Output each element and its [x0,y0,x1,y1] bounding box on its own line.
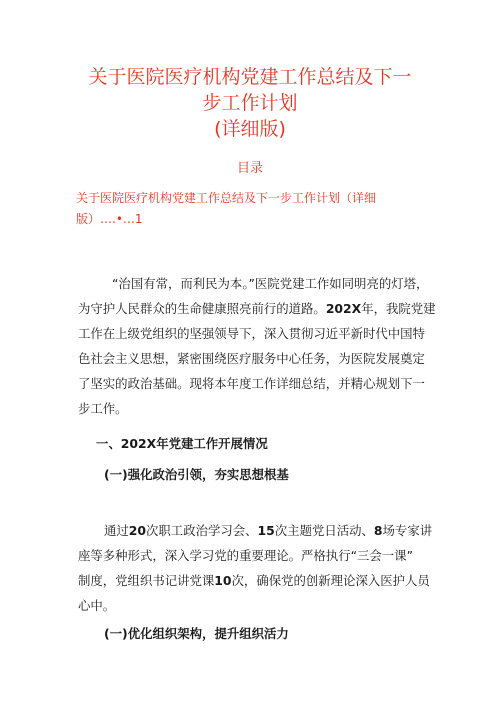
subsection-1-line-4: 心中。 [78,598,116,613]
s1-l1-n3: 8 [373,523,383,538]
subsection-1-heading: (一)强化政治引领，夯实思想根基 [104,467,289,482]
intro-line-1: “治国有常，而利民为本。”医院党建工作如同明亮的灯塔， [112,276,429,291]
toc-entry-line-2[interactable]: 版）….•…1 [76,212,143,226]
s1-l3-a: 制度，党组织书记讲党课 [78,573,215,588]
toc-entry-line-1[interactable]: 关于医院医疗机构党建工作总结及下一步工作计划（详细 [76,191,377,205]
s1-l3-n: 10 [214,573,232,588]
s1-l1-a: 通过 [104,523,129,538]
document-title-line-2: 步工作计划 [202,92,298,114]
subsection-1-line-3 [78,569,438,594]
intro-line-4: 色社会主义思想，紧密围绕医疗服务中心任务，为医院发展奠定 [78,351,425,366]
intro-line-2-tail: 年，我院党建 [361,301,436,316]
intro-year: 202X [325,301,362,316]
toc-heading: 目录 [236,161,263,176]
subsection-1-line-1 [104,519,464,544]
document-title-line-1: 关于医院医疗机构党建工作总结及下一 [88,66,412,88]
subsection-1-line-2: 座等多种形式，深入学习党的重要理论。严格执行“三会一课” [78,548,413,563]
document-title-line-3: (详细版) [214,118,286,140]
s1-l1-n2: 15 [257,523,275,538]
intro-line-2 [78,297,438,322]
intro-line-5: 了坚实的政治基础。现将本年度工作详细总结，并精心规划下一 [78,376,425,391]
section-1-heading: 一、202X年党建工作开展情况 [96,436,268,451]
intro-line-3: 工作在上级党组织的坚强领导下，深入贯彻习近平新时代中国特 [78,326,425,341]
s1-l1-n1: 20 [128,523,147,538]
s1-l1-c: 次主题党日活动、 [274,523,374,538]
s1-l1-d: 场专家讲 [382,523,433,538]
s1-l1-b: 次职工政治学习会、 [146,523,258,538]
subsection-2-heading: (一)优化组织架构，提升组织活力 [104,626,289,641]
intro-line-6: 步工作。 [78,401,128,416]
intro-line-2-text: 为守护人民群众的生命健康照亮前行的道路。 [78,301,326,316]
s1-l3-b: 次，确保党的创新理论深入医护人员 [231,573,430,588]
